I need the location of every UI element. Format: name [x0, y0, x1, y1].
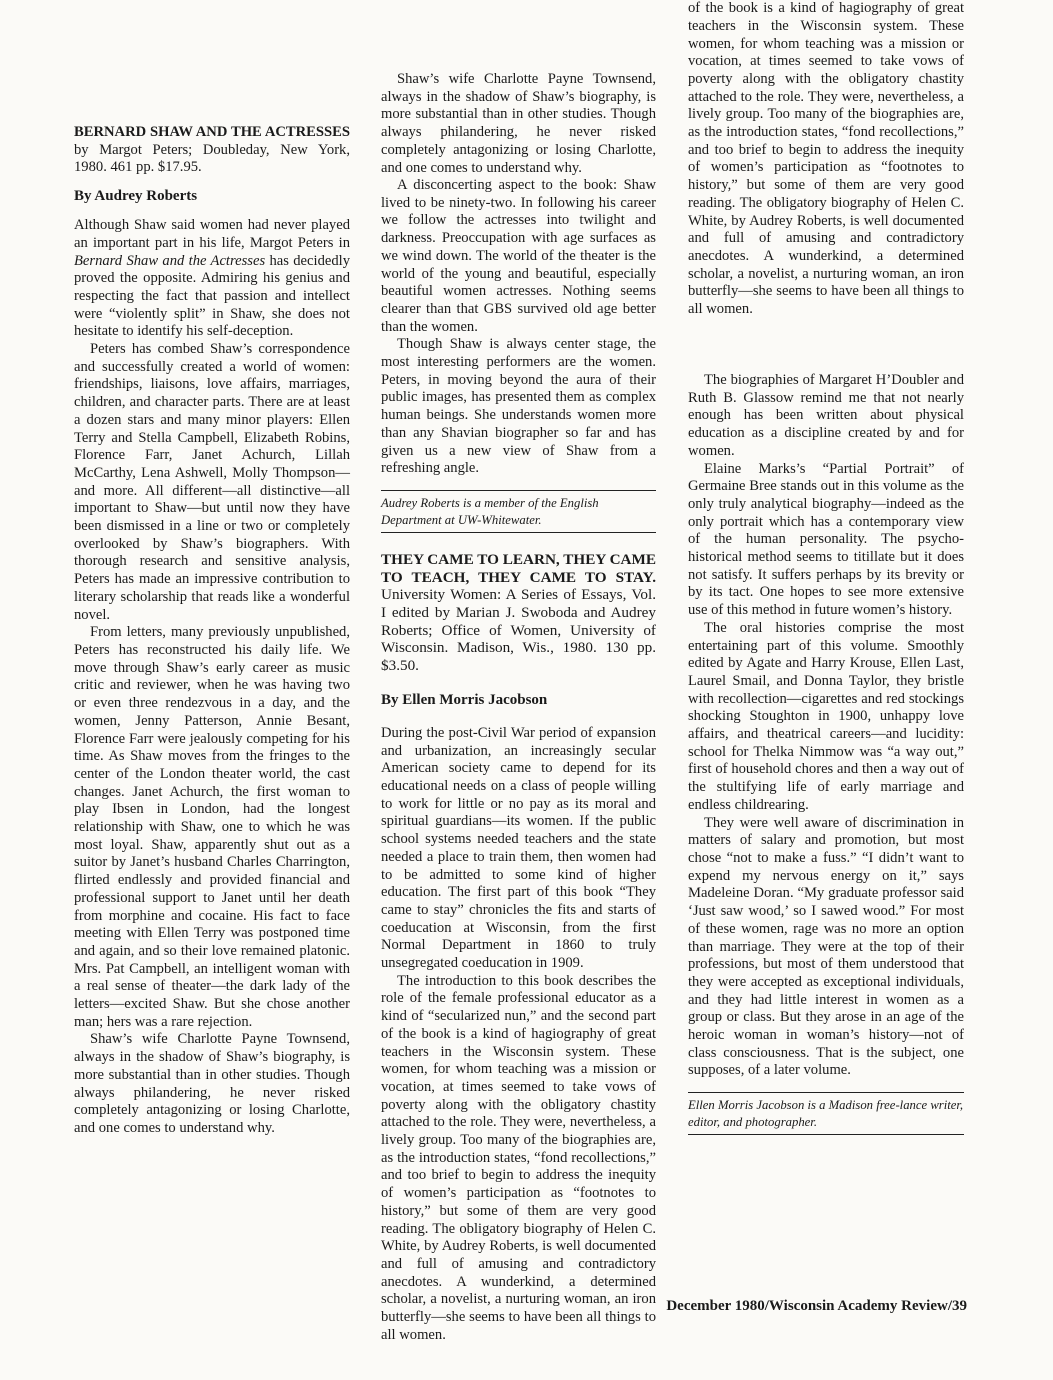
- review2-byline: By Ellen Morris Jacobson: [381, 691, 548, 708]
- review2-paragraph: They were well aware of discrimination in matters of salary and promotion, but most chose “not to make a fuss.” “I didn’t want to expend my nervous energy on it,” says Madeleine Doran. “My graduate professor said ‘Just saw wood,’ so I sawed wood.” For most of these women, rage was no more an option than marriage. They were at the top of their professions, but most of them understood that they were accepted as exceptional individuals, and they had little interest in women as a group or class. But they arose in an age of the heroic woman in woman’s history—not of class consciousness. That is the subject, one supposes, of a later volume.: [688, 814, 964, 1079]
- review2-paragraph: During the post-Civil War period of expansion and urbanization, an increasingly secular American society came to depend for its educational needs on a class of people willing to work for little or no pay as its moral and spiritual guardians—its women. If the public school systems needed teachers and the state needed a place to train them, then women had to be admitted to some kind of higher education. The first part of this book “They came to stay” chronicles the fits and starts of coeducation at Wisconsin, from the first Normal Department in 1860 to truly unsegregated coeducation in 1909.: [381, 724, 656, 972]
- review1-byline: By Audrey Roberts: [74, 188, 198, 205]
- review1-paragraph: [74, 217, 350, 341]
- column-2: [381, 71, 656, 1343]
- review2-p2-continuation-window: [688, 0, 964, 372]
- review1-p4-continuation: Shaw’s wife Charlotte Payne Townsend, always in the shadow of Shaw’s biography, is more substantial than in other studies. Though always philandering, he never risked completely antagonizing or losing Charlotte, and one comes to understand why.: [381, 71, 656, 176]
- review1-title: BERNARD SHAW AND THE ACTRESSES: [74, 124, 350, 140]
- review1-paragraph: From letters, many previously unpublished, Peters has reconstructed his daily life. We move through Shaw’s early career as music critic and reviewer, when he was having two or even three rendezvous in a day, and the women, Jenny Patterson, Annie Besant, Florence Farr were jealously competing for his time. As Shaw moves from the fringes to the center of the London theater world, the cast changes. Janet Achurch, the first woman to play Ibsen in London, had the longest relationship with Shaw, one to which he was most loyal. Shaw, apparently shut out as a suitor by Janet’s husband Charles Charrington, flirted endlessly and provided financial and professional support to Janet until her death from morphine and cocaine. His fact to face meeting with Ellen Terry was postponed time and again, and so their love remained platonic. Mrs. Pat Campbell, an intelligent woman with a real sense of theater—the dark lady of the letters—excited Shaw. But she chose another man; hers was a rare rejection.: [74, 624, 350, 1030]
- review2-title: THEY CAME TO LEARN, THEY CAME TO TEACH, THEY CAME TO STAY.: [381, 550, 656, 586]
- review1-heading: [74, 124, 350, 177]
- review1-book-info: by Margot Peters; Doubleday, New York, 1980. 461 pp. $17.95.: [74, 141, 350, 176]
- review1-p1-text-b: has decidedly proved the opposite. Admiring his genius and respecting the fact that passion and intellect were “violently split” in Shaw, she does not hesitate to identify his self-deception.: [74, 252, 350, 340]
- review2-paragraph: The biographies of Margaret H’Doubler and Ruth B. Glassow remind me that not nearly enough has been written about physical education as a discipline created by and for women.: [688, 372, 964, 459]
- review2-p2-continuation: of the book is a kind of hagiography of great teachers in the Wisconsin system. These women, for whom teaching was a mission or vocation, at times seemed to take vows of poverty along with the obligatory chastity attached to the role. They were, nevertheless, a lively group. Too many of the biographies are, as the introduction states, “fond recollections,” and too brief to begin to address the inequity of women’s participation as “footnotes to history,” but some of them are very good reading. The obligatory biography of Helen C. White, by Audrey Roberts, is well documented and full of amusing and contradictory anecdotes. A wunderkind, a determined scholar, a novelist, a nurturing woman, an iron butterfly—she seems to have been all things to all women.: [688, 0, 964, 318]
- review2-book-info: University Women: A Series of Essays, Vol. I edited by Marian J. Swoboda and Audrey Roberts; Office of Women, University of Wisconsin. Madison, Wis., 1980. 130 pp. $3.50.: [381, 586, 656, 675]
- review2-paragraph: Elaine Marks’s “Partial Portrait” of Germaine Bree stands out in this volume as the only truly analytical biography—indeed as the only portrait which has a contemporary view of the human personality. The psycho-historical method seems to titillate but it does not satisfy. It suffers perhaps by its brevity or by its tact. One hopes to see more extensive use of this method in future women’s history.: [688, 460, 964, 619]
- review1-p1-text-a: Although Shaw said women had never played an important part in his life, Margot Peters in: [74, 217, 350, 251]
- review1-paragraph-continued: Shaw’s wife Charlotte Payne Townsend, always in the shadow of Shaw’s biography, is more substantial than in other studies. Though always philandering, he never risked completely antagonizing or losing Charlotte, and one comes to understand why.: [74, 1031, 350, 1136]
- review2-author-bio: Ellen Morris Jacobson is a Madison free-lance writer, editor, and photographer.: [688, 1092, 964, 1135]
- review1-paragraph: Though Shaw is always center stage, the most interesting performers are the women. Peters, in moving beyond the aura of their public images, has presented them as complex human beings. She understands women more than any Shavian biographer so far and has given us a new view of Shaw from a refreshing angle.: [381, 336, 656, 477]
- review2-heading: [381, 551, 656, 675]
- review1-paragraph: A disconcerting aspect to the book: Shaw lived to be ninety-two. In following his career we follow the actresses into twilight and darkness. Preoccupation with age surfaces as we wind down. The world of the theater is the world of the young and beautiful, especially beautiful women actresses. Nothing seems clearer than that GBS survived old age better than the women.: [381, 177, 656, 335]
- review2-paragraph-split: The introduction to this book describes the role of the female professional educator as a kind of “secularized nun,” and the second part of the book is a kind of hagiography of great teachers in the Wisconsin system. These women, for whom teaching was a mission or vocation, at times seemed to take vows of poverty along with the obligatory chastity attached to the role. They were, nevertheless, a lively group. Too many of the biographies are, as the introduction states, “fond recollections,” and too brief to begin to address the inequity of women’s participation as “footnotes to history,” but some of them are very good reading. The obligatory biography of Helen C. White, by Audrey Roberts, is well documented and full of amusing and contradictory anecdotes. A wunderkind, a determined scholar, a novelist, a nurturing woman, an iron butterfly—she seems to have been all things to all women.: [381, 972, 656, 1343]
- page-footer: December 1980/Wisconsin Academy Review/39: [666, 1298, 967, 1314]
- review1-author-bio: Audrey Roberts is a member of the English Department at UW-Whitewater.: [381, 490, 656, 533]
- review2-paragraph: The oral histories comprise the most entertaining part of this volume. Smoothly edited by Agate and Harry Krouse, Ellen Last, Laurel Smail, and Donna Taylor, they bristle with recollection—cigarettes and red stockings shocking Stoughton in 1900, unhappy love affairs, and theatrical careers—and lucidity: school for Thelka Nimmow was “a way out,” first of household chores and then a way out of the stultifying life of early marriage and endless childrearing.: [688, 619, 964, 813]
- review1-paragraph: Peters has combed Shaw’s correspondence and successfully created a world of women: friendships, liaisons, love affairs, marriages, children, and character parts. There are at least a dozen stars and many minor players: Ellen Terry and Stella Campbell, Elizabeth Robins, Florence Farr, Janet Achurch, Lillah McCarthy, Lena Ashwell, Molly Thompson—and more. All different—all distinctive—all important to Shaw—but until now they have been dismissed in a line or two or completely overlooked by Shaw’s biographers. With thorough research and sensitive analysis, Peters has made an impressive contribution to literary scholarship that reads like a wonderful novel.: [74, 341, 350, 623]
- column-3: [688, 0, 964, 1135]
- review1-book-title-italic: Bernard Shaw and the Actresses: [74, 252, 266, 269]
- review1-p4-continuation-window: [381, 71, 656, 177]
- column-1: [74, 124, 350, 1136]
